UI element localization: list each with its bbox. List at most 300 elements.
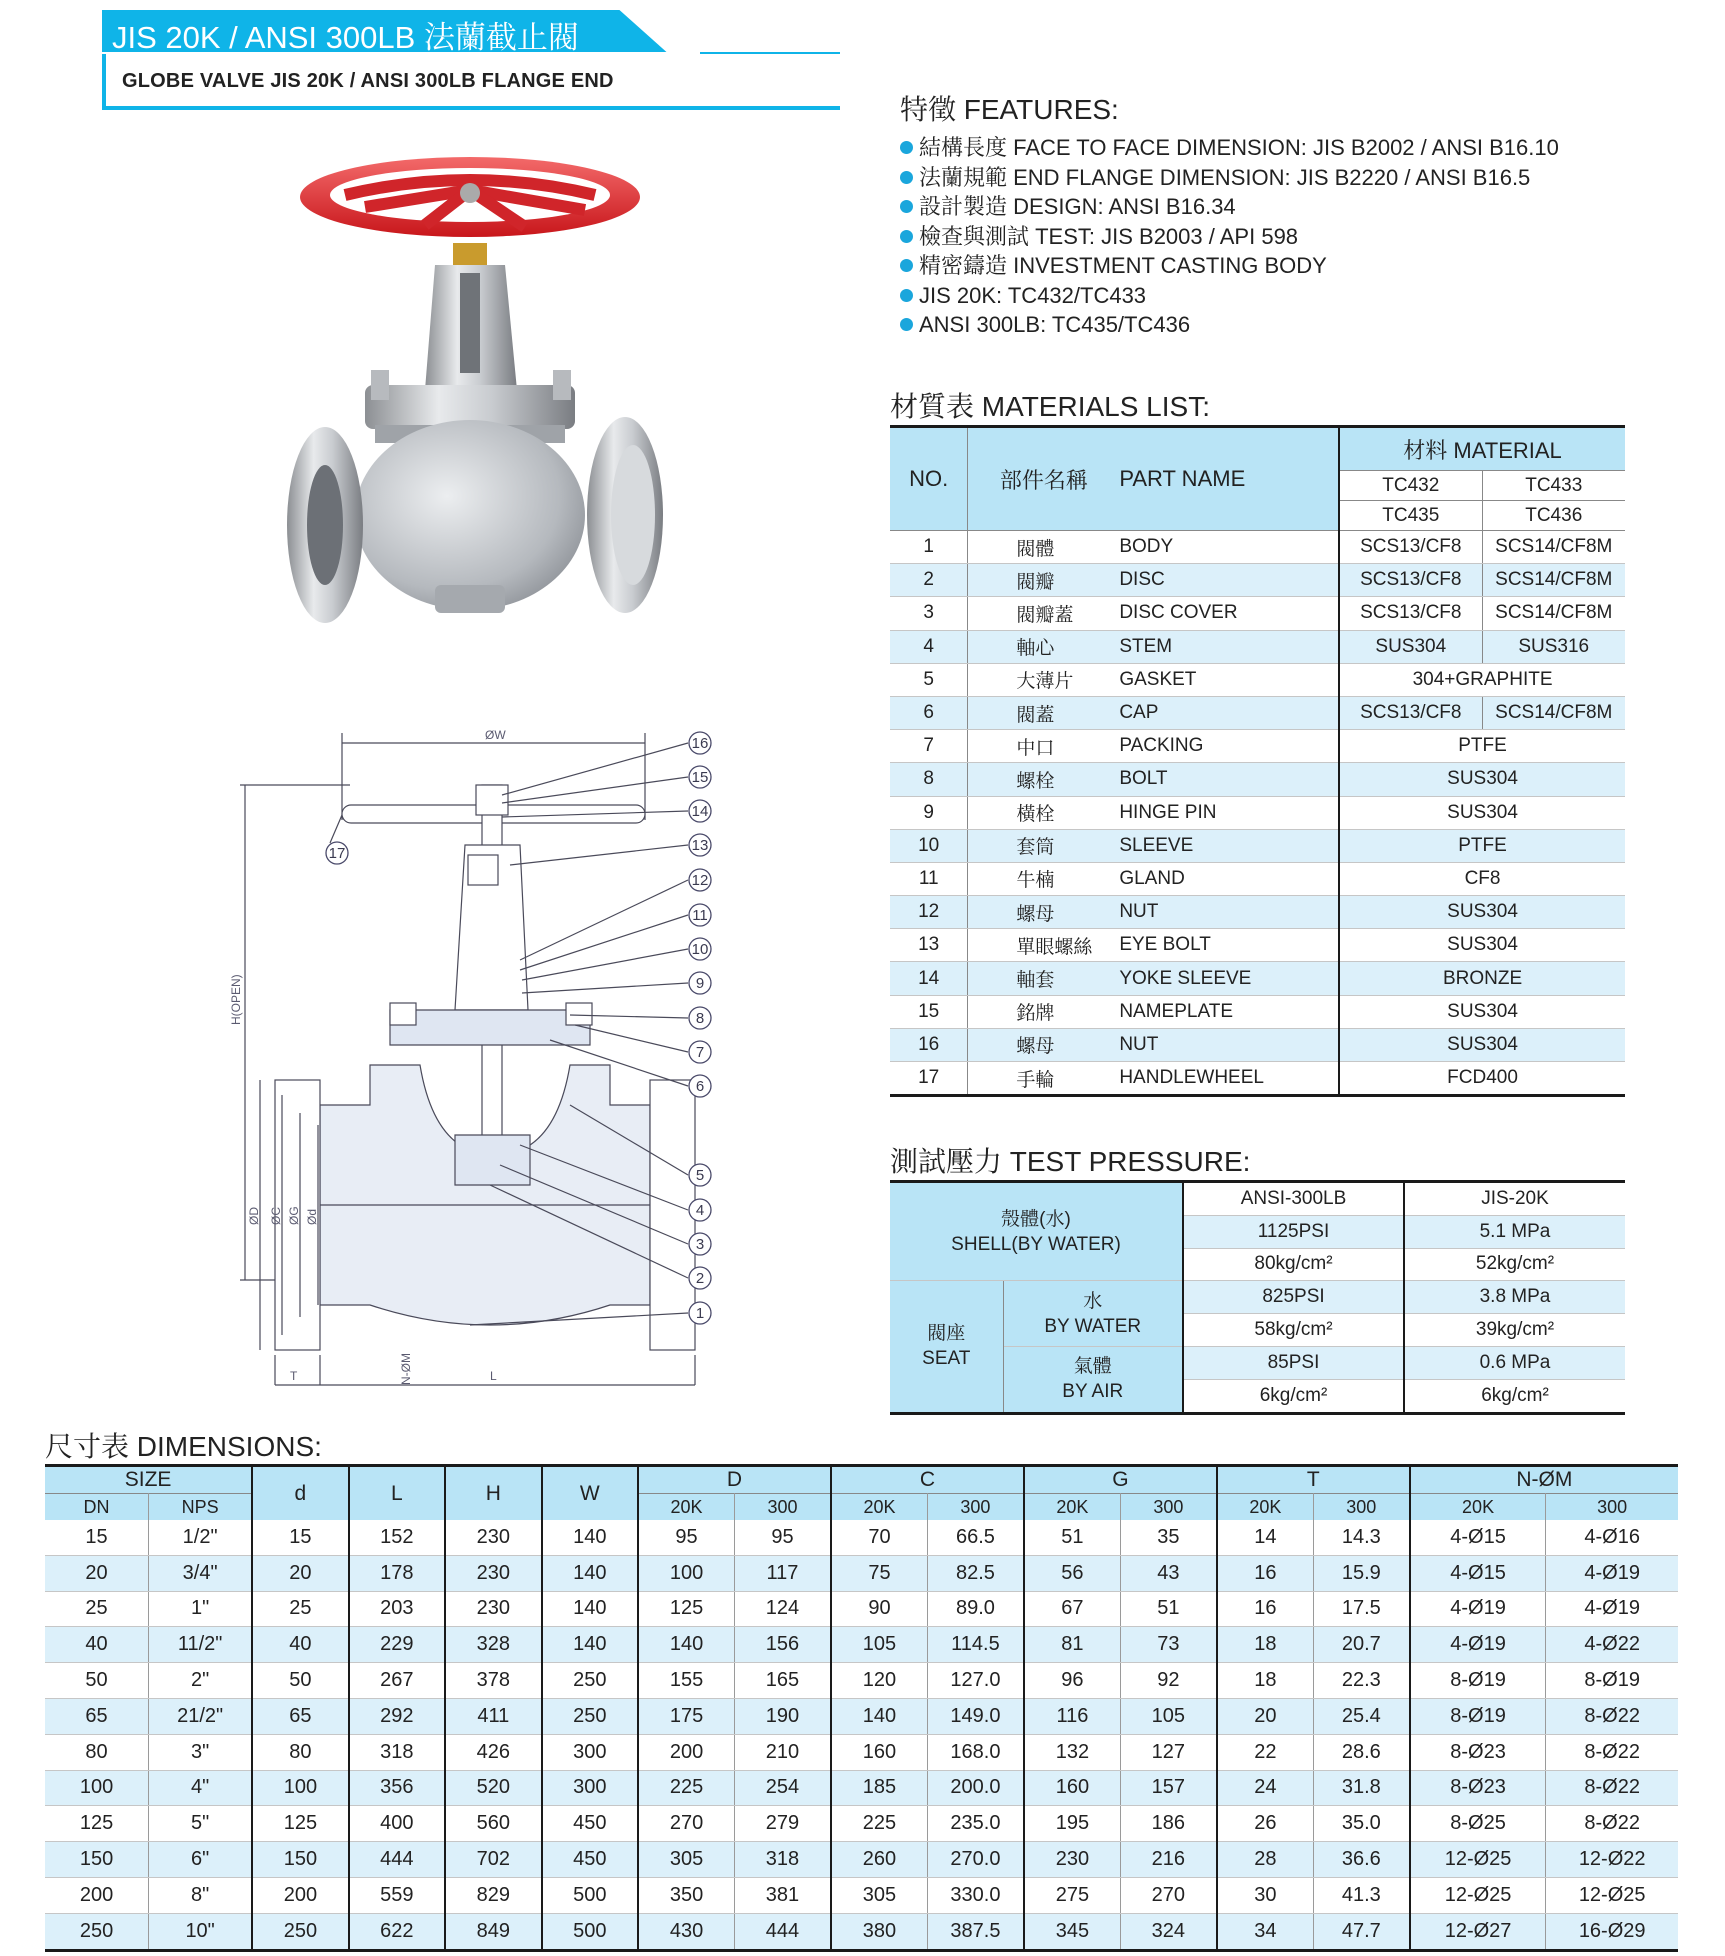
- table-cell: 12-Ø25: [1410, 1842, 1546, 1878]
- bullet-icon: [900, 200, 913, 213]
- table-cell: 26: [1217, 1806, 1313, 1842]
- table-cell: SCS14/CF8M: [1482, 696, 1625, 729]
- table-row: [45, 1877, 1678, 1913]
- table-cell: 127: [1120, 1734, 1216, 1770]
- feature-text: ANSI 300LB: TC435/TC436: [919, 312, 1191, 337]
- table-row: [890, 1062, 1625, 1096]
- table-row: [890, 862, 1625, 895]
- table-cell: 16: [890, 1028, 968, 1061]
- table-row: [890, 763, 1625, 796]
- table-cell: NUT: [1119, 1028, 1339, 1061]
- callout-number: 11: [692, 907, 708, 924]
- table-cell: 105: [831, 1627, 927, 1663]
- table-cell: 11: [890, 862, 968, 895]
- table-cell: 8-Ø19: [1410, 1663, 1546, 1699]
- table-cell: 14: [1217, 1520, 1313, 1555]
- table-cell: 100: [252, 1770, 348, 1806]
- feature-text: 結構長度 FACE TO FACE DIMENSION: JIS B2002 / ANSI B16.10: [919, 135, 1559, 160]
- test-pressure-title: 測試壓力 TEST PRESSURE:: [890, 1146, 1251, 1177]
- table-cell: 17.5: [1313, 1591, 1409, 1627]
- table-cell: YOKE SLEEVE: [1119, 962, 1339, 995]
- table-cell: 10: [890, 829, 968, 862]
- table-cell: 螺母: [968, 896, 1119, 929]
- table-cell: 40: [252, 1627, 348, 1663]
- table-cell: 12-Ø27: [1410, 1913, 1546, 1950]
- tp-cell: 6kg/cm²: [1183, 1379, 1404, 1413]
- callout-number: 4: [695, 1202, 705, 1219]
- table-cell: 430: [638, 1913, 734, 1950]
- features-title: 特徵 FEATURES:: [900, 94, 1119, 125]
- table-cell: 300: [542, 1734, 638, 1770]
- table-cell: 140: [638, 1627, 734, 1663]
- table-cell: 11/2": [149, 1627, 253, 1663]
- table-cell: 152: [349, 1520, 445, 1555]
- feature-item: [900, 192, 1559, 222]
- table-cell: 132: [1024, 1734, 1120, 1770]
- table-cell: 4: [890, 630, 968, 663]
- table-cell: 手輪: [968, 1062, 1119, 1096]
- feature-item: [900, 133, 1559, 163]
- table-cell: 8-Ø25: [1410, 1806, 1546, 1842]
- table-cell: 250: [252, 1913, 348, 1950]
- dim-sub-20k: 20K: [1410, 1494, 1546, 1521]
- table-cell: BOLT: [1119, 763, 1339, 796]
- table-row: [890, 564, 1625, 597]
- table-cell: 378: [445, 1663, 541, 1699]
- table-cell: 16-Ø29: [1546, 1913, 1678, 1950]
- callout-number: 14: [691, 803, 709, 820]
- table-row: [890, 796, 1625, 829]
- table-row: [890, 663, 1625, 696]
- callout-number: 13: [691, 837, 709, 854]
- dim-header-size: SIZE: [45, 1466, 252, 1494]
- table-cell: 124: [735, 1591, 831, 1627]
- table-cell: 500: [542, 1877, 638, 1913]
- table-cell: 345: [1024, 1913, 1120, 1950]
- table-cell: SUS304: [1339, 896, 1625, 929]
- callout-number: 15: [691, 769, 709, 786]
- table-row: [890, 730, 1625, 763]
- table-cell: 140: [542, 1627, 638, 1663]
- table-cell: 387.5: [927, 1913, 1023, 1950]
- table-cell: 140: [831, 1698, 927, 1734]
- table-row: [45, 1806, 1678, 1842]
- bullet-icon: [900, 318, 913, 331]
- table-cell: 155: [638, 1663, 734, 1699]
- table-cell: 螺母: [968, 1028, 1119, 1061]
- table-cell: 40: [45, 1627, 149, 1663]
- table-cell: 1": [149, 1591, 253, 1627]
- table-cell: 270: [638, 1806, 734, 1842]
- feature-item: [900, 251, 1559, 281]
- table-cell: EYE BOLT: [1119, 929, 1339, 962]
- table-cell: 牛楠: [968, 862, 1119, 895]
- table-cell: SUS316: [1482, 630, 1625, 663]
- table-cell: 120: [831, 1663, 927, 1699]
- mat-header-material: 材料 MATERIAL: [1339, 427, 1625, 471]
- table-cell: 229: [349, 1627, 445, 1663]
- table-cell: 260: [831, 1842, 927, 1878]
- dim-label-d: Ød: [305, 1208, 319, 1225]
- table-cell: 14.3: [1313, 1520, 1409, 1555]
- dim-header-nm: N-ØM: [1410, 1466, 1678, 1494]
- table-cell: 15: [45, 1520, 149, 1555]
- table-cell: SUS304: [1339, 796, 1625, 829]
- table-cell: 35: [1120, 1520, 1216, 1555]
- table-cell: PTFE: [1339, 730, 1625, 763]
- table-cell: 4-Ø19: [1546, 1591, 1678, 1627]
- dim-label-n: N-ØM: [399, 1353, 413, 1385]
- table-row: [890, 995, 1625, 1028]
- table-cell: 100: [45, 1770, 149, 1806]
- table-cell: 56: [1024, 1555, 1120, 1591]
- table-cell: 95: [735, 1520, 831, 1555]
- table-cell: 3": [149, 1734, 253, 1770]
- table-cell: SCS13/CF8: [1339, 597, 1482, 630]
- tp-water-cn: 水: [1083, 1290, 1103, 1312]
- dimensions-table: [45, 1464, 1678, 1952]
- table-cell: 22: [1217, 1734, 1313, 1770]
- bullet-icon: [900, 171, 913, 184]
- callout-number: 1: [695, 1305, 705, 1322]
- dim-label-t: T: [290, 1369, 298, 1383]
- feature-item: [900, 163, 1559, 193]
- table-cell: 15: [252, 1520, 348, 1555]
- table-cell: 8: [890, 763, 968, 796]
- tp-water-en: BY WATER: [1044, 1315, 1142, 1337]
- table-cell: 22.3: [1313, 1663, 1409, 1699]
- feature-text: JIS 20K: TC432/TC433: [919, 282, 1147, 308]
- dim-label-dcap: ØD: [247, 1207, 261, 1225]
- table-cell: GLAND: [1119, 862, 1339, 895]
- callout-number: 6: [695, 1078, 705, 1095]
- table-cell: 16: [1217, 1591, 1313, 1627]
- table-cell: 70: [831, 1520, 927, 1555]
- tp-shell-en: SHELL(BY WATER): [951, 1233, 1121, 1255]
- table-cell: 6: [890, 696, 968, 729]
- table-cell: SUS304: [1339, 1028, 1625, 1061]
- table-cell: 18: [1217, 1663, 1313, 1699]
- table-cell: 4-Ø19: [1410, 1591, 1546, 1627]
- table-cell: 3: [890, 597, 968, 630]
- table-cell: 9: [890, 796, 968, 829]
- table-cell: 20.7: [1313, 1627, 1409, 1663]
- table-cell: 186: [1120, 1806, 1216, 1842]
- table-cell: 105: [1120, 1698, 1216, 1734]
- table-cell: 4-Ø19: [1546, 1555, 1678, 1591]
- table-cell: SLEEVE: [1119, 829, 1339, 862]
- table-cell: 356: [349, 1770, 445, 1806]
- table-row: [890, 962, 1625, 995]
- tp-cell: 58kg/cm²: [1183, 1314, 1404, 1347]
- table-cell: 140: [542, 1591, 638, 1627]
- table-cell: 500: [542, 1913, 638, 1950]
- table-cell: 2": [149, 1663, 253, 1699]
- table-cell: 185: [831, 1770, 927, 1806]
- table-cell: 35.0: [1313, 1806, 1409, 1842]
- table-cell: 8-Ø22: [1546, 1698, 1678, 1734]
- table-cell: 300: [542, 1770, 638, 1806]
- table-cell: 41.3: [1313, 1877, 1409, 1913]
- table-cell: 324: [1120, 1913, 1216, 1950]
- bullet-icon: [900, 259, 913, 272]
- tp-air-cn: 氣體: [1073, 1356, 1112, 1378]
- table-cell: 200: [638, 1734, 734, 1770]
- valve-photo: [285, 155, 685, 725]
- table-cell: 330.0: [927, 1877, 1023, 1913]
- table-cell: 560: [445, 1806, 541, 1842]
- table-cell: 大薄片: [968, 663, 1119, 696]
- table-cell: FCD400: [1339, 1062, 1625, 1096]
- feature-text: 法蘭規範 END FLANGE DIMENSION: JIS B2220 / ANSI B16.5: [919, 164, 1531, 190]
- table-row: [890, 531, 1625, 564]
- table-cell: SCS14/CF8M: [1482, 531, 1625, 564]
- table-row: [45, 1734, 1678, 1770]
- table-cell: 203: [349, 1591, 445, 1627]
- feature-item: [900, 310, 1559, 340]
- table-cell: SCS14/CF8M: [1482, 564, 1625, 597]
- callout-number: 2: [695, 1270, 705, 1287]
- table-cell: 50: [45, 1663, 149, 1699]
- table-cell: 25.4: [1313, 1698, 1409, 1734]
- table-cell: 89.0: [927, 1591, 1023, 1627]
- tp-water-label: [1003, 1281, 1183, 1347]
- table-cell: 24: [1217, 1770, 1313, 1806]
- table-cell: 16: [1217, 1555, 1313, 1591]
- table-cell: 156: [735, 1627, 831, 1663]
- table-row: [890, 1028, 1625, 1061]
- table-cell: 34: [1217, 1913, 1313, 1950]
- table-cell: 175: [638, 1698, 734, 1734]
- dim-sub-300: 300: [735, 1494, 831, 1521]
- table-cell: 444: [349, 1842, 445, 1878]
- table-cell: 150: [252, 1842, 348, 1878]
- mat-header-tc436: TC436: [1482, 501, 1625, 531]
- table-cell: SUS304: [1339, 763, 1625, 796]
- table-row: [890, 597, 1625, 630]
- bullet-icon: [900, 230, 913, 243]
- table-cell: 520: [445, 1770, 541, 1806]
- table-cell: 318: [735, 1842, 831, 1878]
- table-cell: 125: [638, 1591, 734, 1627]
- table-row: [890, 696, 1625, 729]
- callout-number: 16: [691, 735, 709, 752]
- table-cell: 622: [349, 1913, 445, 1950]
- tp-air-en: BY AIR: [1062, 1381, 1124, 1403]
- table-cell: 849: [445, 1913, 541, 1950]
- dim-header-d: d: [252, 1466, 348, 1521]
- mat-header-no: NO.: [890, 427, 968, 531]
- table-cell: CAP: [1119, 696, 1339, 729]
- table-cell: 閥體: [968, 531, 1119, 564]
- table-cell: 51: [1024, 1520, 1120, 1555]
- table-cell: 4": [149, 1770, 253, 1806]
- table-cell: 25: [45, 1591, 149, 1627]
- table-row: [45, 1842, 1678, 1878]
- table-cell: 114.5: [927, 1627, 1023, 1663]
- callout-number: 5: [695, 1167, 705, 1184]
- table-cell: 200: [252, 1877, 348, 1913]
- table-cell: 235.0: [927, 1806, 1023, 1842]
- table-cell: 閥瓣蓋: [968, 597, 1119, 630]
- tp-cell: 6kg/cm²: [1404, 1379, 1625, 1413]
- table-cell: 8-Ø23: [1410, 1734, 1546, 1770]
- table-cell: 411: [445, 1698, 541, 1734]
- table-cell: 12-Ø25: [1410, 1877, 1546, 1913]
- dim-header-w: W: [542, 1466, 638, 1521]
- table-cell: 230: [445, 1520, 541, 1555]
- table-cell: 66.5: [927, 1520, 1023, 1555]
- bullet-icon: [900, 141, 913, 154]
- table-cell: 82.5: [927, 1555, 1023, 1591]
- table-cell: 14: [890, 962, 968, 995]
- dim-header-l: L: [349, 1466, 445, 1521]
- table-cell: 銘牌: [968, 995, 1119, 1028]
- table-cell: 225: [831, 1806, 927, 1842]
- table-row: [45, 1698, 1678, 1734]
- dim-sub-300: 300: [1313, 1494, 1409, 1521]
- table-cell: 8": [149, 1877, 253, 1913]
- dim-header-C: C: [831, 1466, 1024, 1494]
- mat-header-tc435: TC435: [1339, 501, 1482, 531]
- dim-sub-20k: 20K: [1024, 1494, 1120, 1521]
- table-cell: 軸套: [968, 962, 1119, 995]
- table-cell: 12-Ø25: [1546, 1877, 1678, 1913]
- table-row: [45, 1663, 1678, 1699]
- callout-number: 9: [695, 975, 705, 992]
- table-cell: 195: [1024, 1806, 1120, 1842]
- tp-cell: 1125PSI: [1183, 1215, 1404, 1248]
- page-title: JIS 20K / ANSI 300LB 法蘭截止閥: [112, 20, 579, 55]
- table-cell: 8-Ø19: [1546, 1663, 1678, 1699]
- table-cell: NAMEPLATE: [1119, 995, 1339, 1028]
- table-row: [890, 929, 1625, 962]
- dim-header-D: D: [638, 1466, 831, 1494]
- table-cell: 12: [890, 896, 968, 929]
- table-cell: 81: [1024, 1627, 1120, 1663]
- table-cell: 270: [1120, 1877, 1216, 1913]
- table-cell: 1: [890, 531, 968, 564]
- table-cell: 28: [1217, 1842, 1313, 1878]
- materials-title: 材質表 MATERIALS LIST:: [890, 391, 1210, 422]
- table-cell: 75: [831, 1555, 927, 1591]
- table-cell: 350: [638, 1877, 734, 1913]
- table-cell: 1/2": [149, 1520, 253, 1555]
- table-cell: SCS13/CF8: [1339, 564, 1482, 597]
- callout-number: 10: [691, 941, 709, 958]
- table-cell: 15.9: [1313, 1555, 1409, 1591]
- table-cell: 157: [1120, 1770, 1216, 1806]
- table-cell: 216: [1120, 1842, 1216, 1878]
- table-cell: NUT: [1119, 896, 1339, 929]
- dimensions-title: 尺寸表 DIMENSIONS:: [45, 1431, 322, 1462]
- tp-cell: 825PSI: [1183, 1281, 1404, 1314]
- table-cell: BODY: [1119, 531, 1339, 564]
- callout-number: 7: [695, 1044, 705, 1061]
- table-cell: 8-Ø22: [1546, 1770, 1678, 1806]
- table-row: [45, 1770, 1678, 1806]
- features-list: [900, 133, 1559, 340]
- table-cell: 559: [349, 1877, 445, 1913]
- table-cell: 149.0: [927, 1698, 1023, 1734]
- table-cell: 426: [445, 1734, 541, 1770]
- table-cell: 127.0: [927, 1663, 1023, 1699]
- table-cell: 31.8: [1313, 1770, 1409, 1806]
- table-cell: 12-Ø22: [1546, 1842, 1678, 1878]
- table-cell: 225: [638, 1770, 734, 1806]
- table-cell: 閥瓣: [968, 564, 1119, 597]
- tp-seat-label: [890, 1281, 1003, 1413]
- table-row: [45, 1555, 1678, 1591]
- dim-sub-300: 300: [1120, 1494, 1216, 1521]
- table-cell: 4-Ø16: [1546, 1520, 1678, 1555]
- page-subtitle: GLOBE VALVE JIS 20K / ANSI 300LB FLANGE END: [122, 70, 614, 92]
- tp-cell: 80kg/cm²: [1183, 1248, 1404, 1281]
- table-cell: 150: [45, 1842, 149, 1878]
- table-cell: 400: [349, 1806, 445, 1842]
- table-cell: 8-Ø19: [1410, 1698, 1546, 1734]
- table-cell: 8-Ø22: [1546, 1734, 1678, 1770]
- table-cell: 單眼螺絲: [968, 929, 1119, 962]
- table-cell: 92: [1120, 1663, 1216, 1699]
- table-cell: 50: [252, 1663, 348, 1699]
- dim-label-c: ØC: [269, 1207, 283, 1225]
- feature-item: [900, 281, 1559, 311]
- dim-sub-300: 300: [927, 1494, 1023, 1521]
- table-cell: 125: [252, 1806, 348, 1842]
- tp-cell: 39kg/cm²: [1404, 1314, 1625, 1347]
- table-cell: 450: [542, 1806, 638, 1842]
- table-row: [890, 829, 1625, 862]
- table-cell: 270.0: [927, 1842, 1023, 1878]
- tp-seat-cn: 閥座: [927, 1323, 966, 1345]
- tp-cell: 52kg/cm²: [1404, 1248, 1625, 1281]
- mat-header-part-en: PART NAME: [1119, 427, 1339, 531]
- materials-table: [890, 425, 1625, 1097]
- table-cell: 3/4": [149, 1555, 253, 1591]
- feature-text: 檢查與測試 TEST: JIS B2003 / API 598: [919, 223, 1299, 249]
- table-cell: 5": [149, 1806, 253, 1842]
- table-cell: 165: [735, 1663, 831, 1699]
- table-cell: 250: [542, 1663, 638, 1699]
- table-cell: 702: [445, 1842, 541, 1878]
- table-cell: 4-Ø22: [1546, 1627, 1678, 1663]
- table-cell: 230: [445, 1555, 541, 1591]
- table-cell: STEM: [1119, 630, 1339, 663]
- table-cell: SUS304: [1339, 630, 1482, 663]
- table-cell: 230: [1024, 1842, 1120, 1878]
- table-cell: 螺栓: [968, 763, 1119, 796]
- dim-label-h: H(OPEN): [229, 974, 243, 1025]
- table-cell: 20: [1217, 1698, 1313, 1734]
- tp-shell-label: [890, 1182, 1183, 1281]
- tp-seat-en: SEAT: [922, 1348, 971, 1370]
- table-cell: 8-Ø22: [1546, 1806, 1678, 1842]
- dim-sub-20k: 20K: [638, 1494, 734, 1521]
- table-cell: 267: [349, 1663, 445, 1699]
- table-cell: 305: [831, 1877, 927, 1913]
- table-cell: 100: [638, 1555, 734, 1591]
- callout-number: 3: [695, 1236, 705, 1253]
- table-cell: PACKING: [1119, 730, 1339, 763]
- table-cell: 8-Ø23: [1410, 1770, 1546, 1806]
- feature-item: [900, 222, 1559, 252]
- table-cell: 250: [45, 1913, 149, 1950]
- table-cell: 30: [1217, 1877, 1313, 1913]
- table-cell: 96: [1024, 1663, 1120, 1699]
- table-cell: 65: [252, 1698, 348, 1734]
- table-cell: 80: [45, 1734, 149, 1770]
